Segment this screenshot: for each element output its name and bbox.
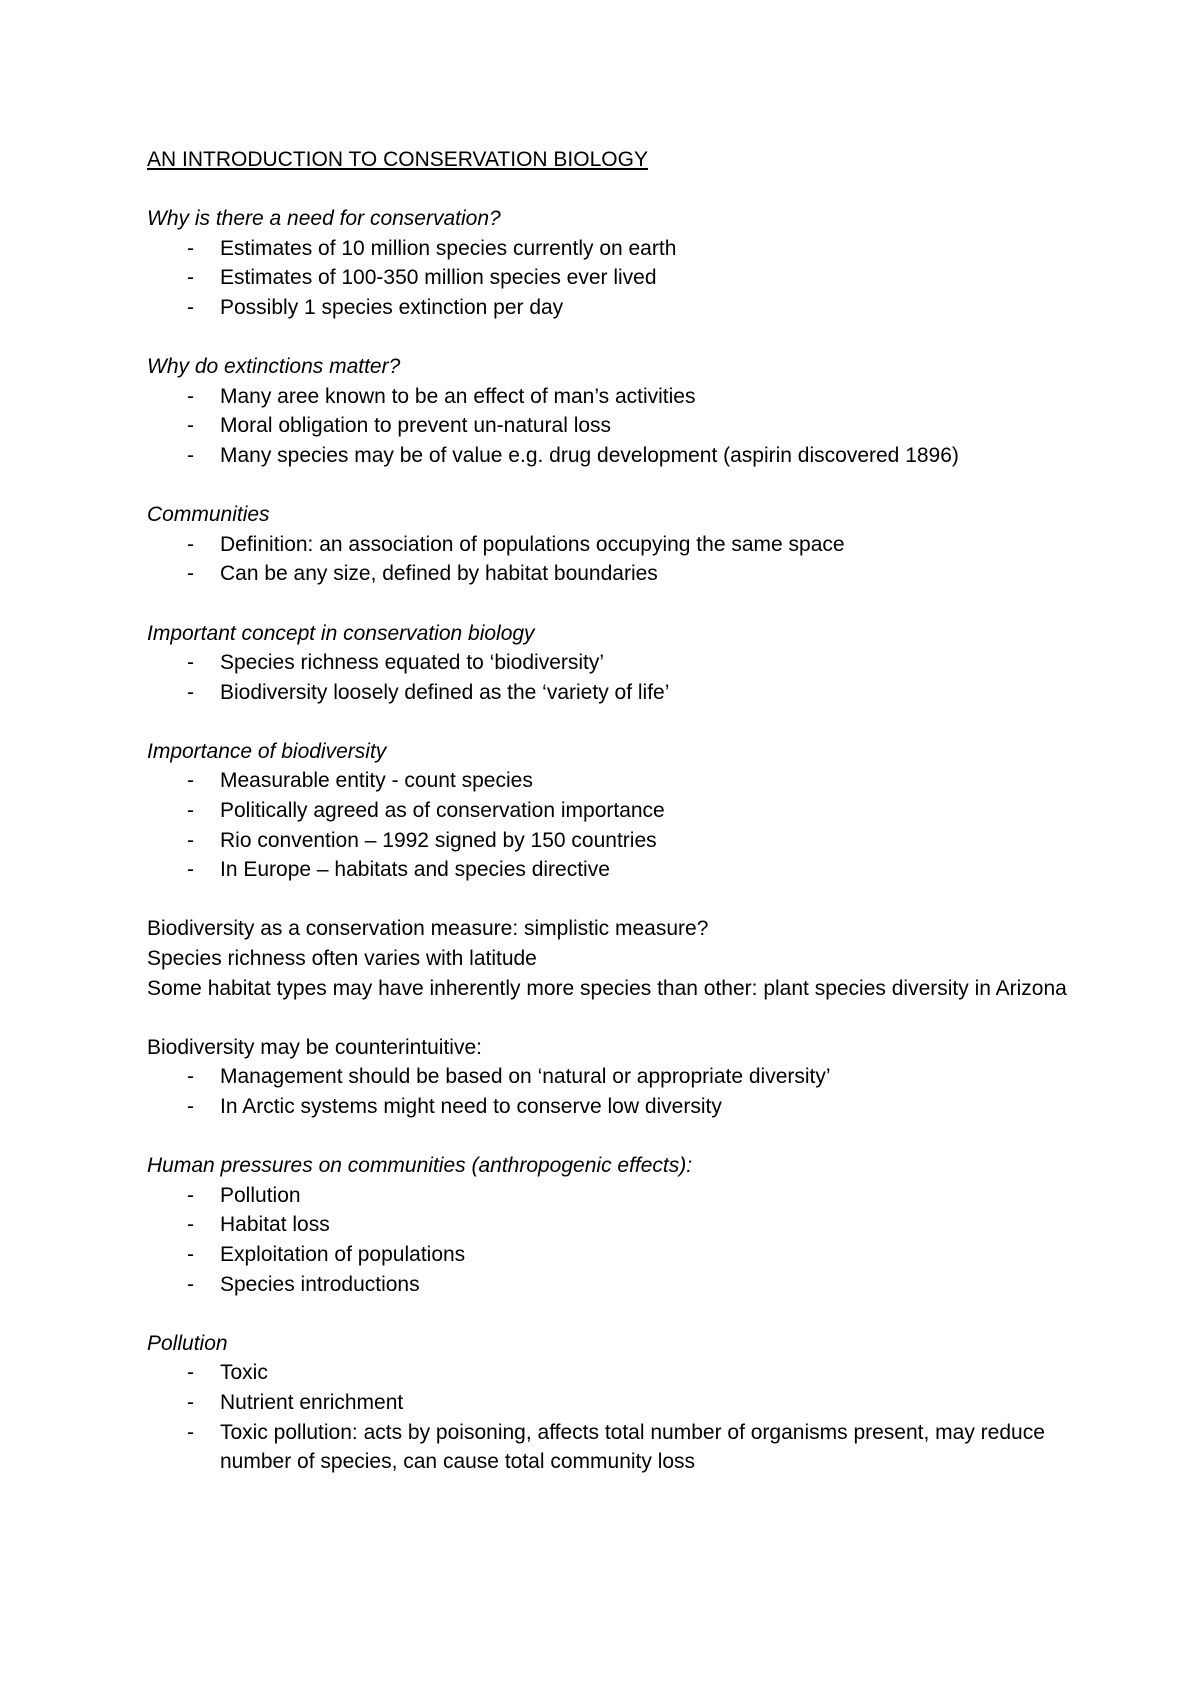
paragraph-block — [147, 914, 1067, 1003]
spacer — [147, 589, 1067, 619]
spacer — [147, 471, 1067, 501]
section-communities — [147, 500, 1067, 589]
dash-marker: - — [187, 1242, 194, 1266]
list-item: - Toxic pollution: acts by poisoning, affects total number of organisms present, may reduce number of species, can cause total community loss — [187, 1418, 1067, 1477]
section-important-concept — [147, 619, 1067, 708]
dash-marker: - — [187, 414, 194, 438]
list-item: - Biodiversity loosely defined as the ‘variety of life’ — [187, 678, 1067, 708]
section-human-pressures — [147, 1151, 1067, 1299]
bullet-list — [147, 766, 1067, 884]
bullet-list — [147, 530, 1067, 589]
list-item: - Measurable entity - count species — [187, 766, 1067, 796]
document-page — [147, 145, 1067, 1477]
section-importance-of-biodiversity — [147, 737, 1067, 885]
list-item: - In Europe – habitats and species directive — [187, 855, 1067, 885]
list-item: - Habitat loss — [187, 1210, 1067, 1240]
list-item: - In Arctic systems might need to conserve low diversity — [187, 1092, 1067, 1122]
dash-marker: - — [187, 1361, 194, 1385]
bullet-list — [147, 648, 1067, 707]
list-item: - Politically agreed as of conservation importance — [187, 796, 1067, 826]
list-item: - Can be any size, defined by habitat boundaries — [187, 559, 1067, 589]
list-item: - Nutrient enrichment — [187, 1388, 1067, 1418]
bullet-list — [147, 234, 1067, 323]
spacer — [147, 323, 1067, 353]
spacer — [147, 175, 1067, 205]
section-need-for-conservation — [147, 204, 1067, 322]
section-heading: Why do extinctions matter? — [147, 355, 401, 379]
list-item: - Many aree known to be an effect of man’s activities — [187, 382, 1067, 412]
list-item: - Management should be based on ‘natural or appropriate diversity’ — [187, 1062, 1067, 1092]
list-item: - Estimates of 10 million species currently on earth — [187, 234, 1067, 264]
dash-marker: - — [187, 532, 194, 556]
dash-marker: - — [187, 295, 194, 319]
dash-marker: - — [187, 1213, 194, 1237]
dash-marker: - — [187, 1065, 194, 1089]
dash-marker: - — [187, 858, 194, 882]
dash-marker: - — [187, 562, 194, 586]
spacer — [147, 1003, 1067, 1033]
list-item: - Exploitation of populations — [187, 1240, 1067, 1270]
bullet-list — [147, 1358, 1067, 1476]
dash-marker: - — [187, 1272, 194, 1296]
list-item: - Many species may be of value e.g. drug development (aspirin discovered 1896) — [187, 441, 1067, 471]
dash-marker: - — [187, 236, 194, 260]
section-heading: Biodiversity may be counterintuitive: — [147, 1035, 482, 1059]
section-heading: Importance of biodiversity — [147, 739, 387, 763]
paragraph: Species richness often varies with latitude — [147, 947, 537, 971]
dash-marker: - — [187, 651, 194, 675]
dash-marker: - — [187, 1390, 194, 1414]
dash-marker: - — [187, 828, 194, 852]
list-item: - Toxic — [187, 1358, 1067, 1388]
section-counterintuitive — [147, 1033, 1067, 1122]
spacer — [147, 1122, 1067, 1152]
section-pollution — [147, 1329, 1067, 1477]
section-heading: Important concept in conservation biology — [147, 621, 535, 645]
spacer — [147, 1299, 1067, 1329]
list-item: - Definition: an association of populations occupying the same space — [187, 530, 1067, 560]
paragraph: Biodiversity as a conservation measure: simplistic measure? — [147, 917, 709, 941]
list-item: - Moral obligation to prevent un-natural loss — [187, 411, 1067, 441]
spacer — [147, 707, 1067, 737]
dash-marker: - — [187, 443, 194, 467]
section-why-extinctions-matter — [147, 352, 1067, 470]
section-heading: Human pressures on communities (anthropogenic effects): — [147, 1154, 693, 1178]
bullet-list — [147, 1062, 1067, 1121]
section-heading: Why is there a need for conservation? — [147, 207, 501, 231]
bullet-list — [147, 382, 1067, 471]
bullet-list — [147, 1181, 1067, 1299]
dash-marker: - — [187, 680, 194, 704]
dash-marker: - — [187, 769, 194, 793]
list-item: - Rio convention – 1992 signed by 150 countries — [187, 826, 1067, 856]
spacer — [147, 885, 1067, 915]
dash-marker: - — [187, 799, 194, 823]
list-item: - Pollution — [187, 1181, 1067, 1211]
dash-marker: - — [187, 384, 194, 408]
paragraph: Some habitat types may have inherently more species than other: plant species diversity in Arizona — [147, 976, 1067, 1000]
list-item: - Possibly 1 species extinction per day — [187, 293, 1067, 323]
section-heading: Communities — [147, 503, 270, 527]
list-item: - Species introductions — [187, 1270, 1067, 1300]
section-heading: Pollution — [147, 1331, 228, 1355]
list-item: - Estimates of 100-350 million species ever lived — [187, 263, 1067, 293]
document-title: AN INTRODUCTION TO CONSERVATION BIOLOGY — [147, 148, 648, 171]
dash-marker: - — [187, 1183, 194, 1207]
list-item: - Species richness equated to ‘biodiversity’ — [187, 648, 1067, 678]
dash-marker: - — [187, 266, 194, 290]
dash-marker: - — [187, 1420, 194, 1444]
dash-marker: - — [187, 1095, 194, 1118]
